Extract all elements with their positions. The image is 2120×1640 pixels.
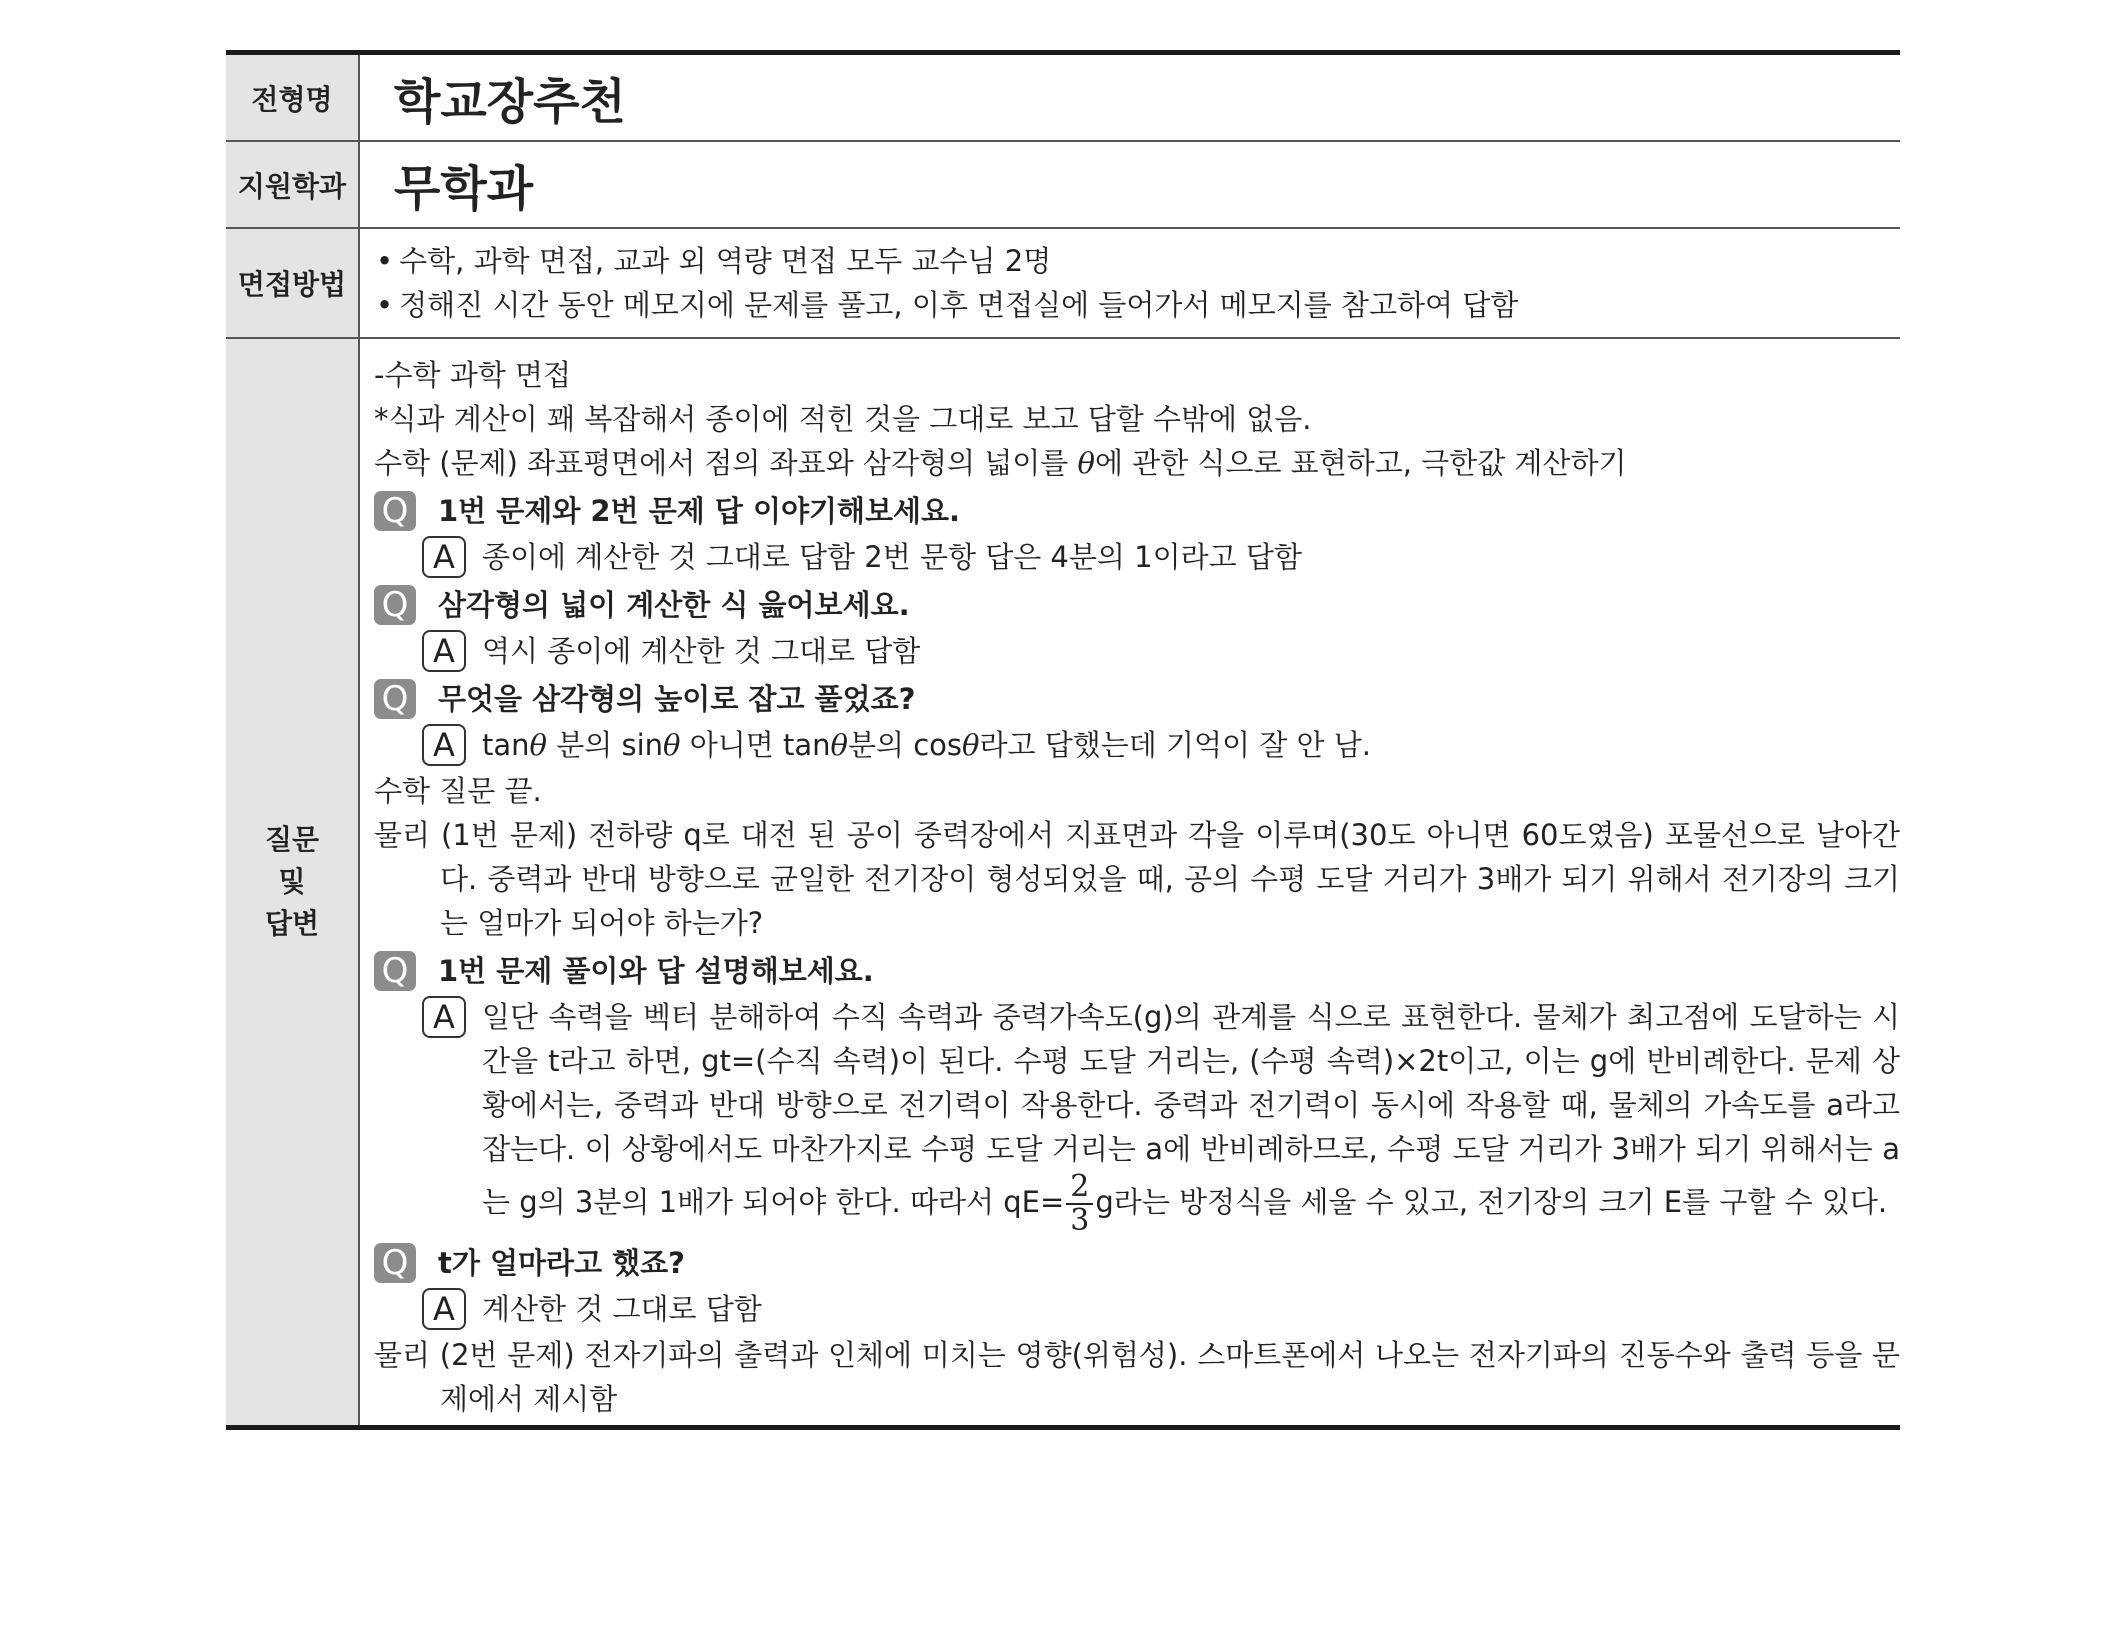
answer-badge-icon: A (422, 996, 466, 1038)
theta-symbol: θ (529, 728, 547, 762)
math-problem-text (374, 441, 1900, 485)
label-line: 및 (278, 865, 306, 898)
qa-content (359, 338, 1900, 1425)
theta-symbol: θ (830, 728, 848, 762)
text-segment: tan (482, 728, 530, 762)
text-segment: 수학 (문제) 좌표평면에서 점의 좌표와 삼각형의 넓이를 (374, 446, 1078, 480)
interview-record-sheet (226, 50, 1900, 1430)
question-badge-icon: Q (374, 951, 416, 991)
note-text: *식과 계산이 꽤 복잡해서 종이에 적힌 것을 그대로 보고 답할 수밖에 없음. (374, 402, 1312, 436)
row-interview-method (226, 228, 1900, 338)
text-segment: 라고 답했는데 기억이 잘 안 남. (979, 728, 1371, 762)
label-department: 지원학과 (226, 141, 359, 228)
value-department: 무학과 (359, 141, 1900, 228)
theta-symbol: θ (663, 728, 681, 762)
fraction-numerator: 2 (1066, 1171, 1093, 1205)
answer-item (422, 995, 1900, 1237)
answer-badge-icon: A (422, 1288, 466, 1330)
answer-text: 계산한 것 그대로 답함 (482, 1292, 762, 1326)
question-badge-icon: Q (374, 1243, 416, 1283)
label-questions-answers (226, 338, 359, 1425)
text-segment: 아니면 tan (680, 728, 831, 762)
physics-problem-2: 물리 (2번 문제) 전자기파의 출력과 인체에 미치는 영향(위험성). 스마트폰에서 나오는 전자기파의 진동수와 출력 등을 문제에서 제시함 (374, 1338, 1900, 1416)
row-department (226, 141, 1900, 228)
interview-method-list (359, 228, 1900, 338)
row-admission-type (226, 55, 1900, 141)
answer-text (482, 723, 1900, 767)
question-badge-icon: Q (374, 679, 416, 719)
fraction (1066, 1171, 1093, 1237)
value-admission-type: 학교장추천 (359, 55, 1900, 141)
physics-problem-1: 물리 (1번 문제) 전하량 q로 대전 된 공이 중력장에서 지표면과 각을 이루며(30도 아니면 60도였음) 포물선으로 날아간다. 중력과 반대 방향으로 균일한 전기장이 형성되었을 때, 공의 수평 도달 거리가 3배가 되기 위해서 전기장의 크기는 얼마가 되어야 하는가? (374, 818, 1900, 940)
fraction-denominator: 3 (1070, 1203, 1090, 1238)
question-text: 무엇을 삼각형의 높이로 잡고 풀었죠? (438, 682, 916, 716)
interview-table (226, 55, 1900, 1425)
answer-item (422, 1287, 1900, 1331)
text-segment: g라는 방정식을 세울 수 있고, 전기장의 크기 E를 구할 수 있다. (1095, 1185, 1888, 1219)
theta-symbol: θ (1077, 446, 1095, 480)
text-segment: 분의 sin (547, 728, 664, 762)
text-segment: 분의 cos (847, 728, 963, 762)
label-line: 답변 (264, 907, 320, 940)
answer-badge-icon: A (422, 724, 466, 766)
text-segment: 일단 속력을 벡터 분해하여 수직 속력과 중력가속도(g)의 관계를 식으로 표현한다. 물체가 최고점에 도달하는 시간을 t라고 하면, gt=(수직 속력)이 된다. 수평 도달 거리는, (수평 속력)×2t이고, 이는 g에 반비례한다. 문제 상황에서는, 중력과 반대 방향으로 전기력이 작용한다. 중력과 전기력이 동시에 작용할 때, 물체의 가속도를 a라고 잡는다. 이 상황에서도 마찬가지로 수평 도달 거리는 a에 반비례하므로, 수평 도달 거리가 3배가 되기 위해서는 a는 g의 3분의 1배가 되어야 한다. 따라서 qE= (482, 1000, 1900, 1219)
question-item (374, 1241, 1900, 1285)
answer-item (422, 629, 1900, 673)
label-interview-method: 면접방법 (226, 228, 359, 338)
question-item (374, 949, 1900, 993)
label-admission-type: 전형명 (226, 55, 359, 141)
answer-text: 종이에 계산한 것 그대로 답함 2번 문항 답은 4분의 1이라고 답함 (482, 540, 1302, 574)
question-badge-icon: Q (374, 491, 416, 531)
theta-symbol: θ (962, 728, 980, 762)
question-item (374, 677, 1900, 721)
method-item: • 정해진 시간 동안 메모지에 문제를 풀고, 이후 면접실에 들어가서 메모지를 참고하여 답함 (376, 283, 1882, 327)
question-text: 1번 문제와 2번 문제 답 이야기해보세요. (438, 494, 961, 528)
answer-text (482, 995, 1900, 1237)
section-end-text: 수학 질문 끝. (374, 774, 542, 808)
answer-item (422, 535, 1900, 579)
question-item (374, 583, 1900, 627)
question-item (374, 489, 1900, 533)
label-line: 질문 (264, 823, 320, 856)
method-item: • 수학, 과학 면접, 교과 외 역량 면접 모두 교수님 2명 (376, 239, 1882, 283)
answer-item (422, 723, 1900, 767)
row-questions-answers (226, 338, 1900, 1425)
question-badge-icon: Q (374, 585, 416, 625)
question-text: 삼각형의 넓이 계산한 식 읊어보세요. (438, 588, 910, 622)
section-heading: -수학 과학 면접 (374, 358, 571, 392)
answer-badge-icon: A (422, 536, 466, 578)
question-text: t가 얼마라고 했죠? (438, 1246, 685, 1280)
text-segment: 에 관한 식으로 표현하고, 극한값 계산하기 (1094, 446, 1627, 480)
question-text: 1번 문제 풀이와 답 설명해보세요. (438, 954, 874, 988)
answer-badge-icon: A (422, 630, 466, 672)
answer-text: 역시 종이에 계산한 것 그대로 답함 (482, 634, 921, 668)
